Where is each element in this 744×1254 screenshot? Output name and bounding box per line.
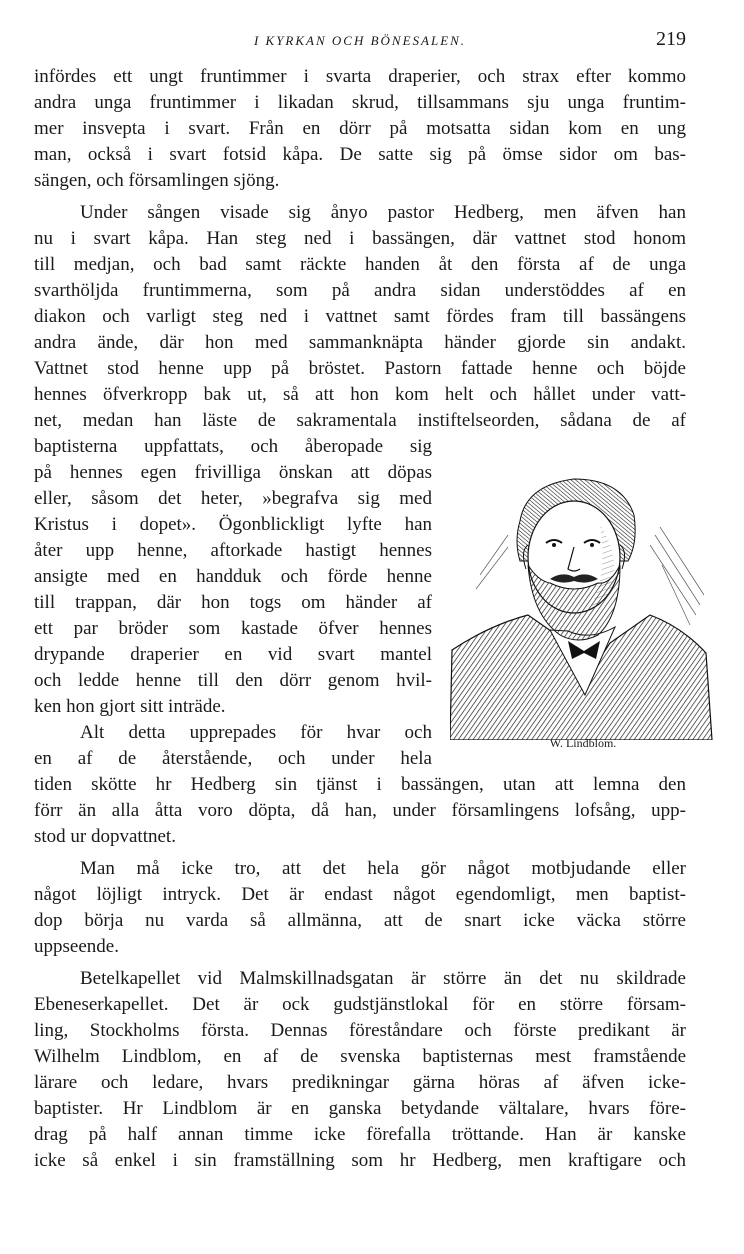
text-line: nu i svart kåpa. Han steg ned i bassängen, där vattnet stod honom [34,228,686,249]
text-line: drag på half annan timme icke förefalla tröttande. Han är kanske [34,1124,686,1145]
text-line: infördes ett ungt fruntimmer i svarta draperier, och strax efter kommo [34,66,686,87]
text-line: mer insvepta i svart. Från en dörr på motsatta sidan kom en ung [34,118,686,139]
text-line: man, också i svart fotsid kåpa. De satte sig på ömse sidor om bas- [34,144,686,165]
text-line: uppseende. [34,936,119,957]
text-line: svarthöljda fruntimmerna, som på andra sidan understöddes af en [34,280,686,301]
text-line: lärare och ledare, hvars predikningar gärna höras af äfven icke- [34,1072,686,1093]
running-title: I KYRKAN OCH BÖNESALEN. [253,33,467,48]
text-line: icke så enkel i sin framställning som hr Hedberg, men kraftigare och [34,1150,686,1171]
text-line: andra ände, där hon med sammanknäpta händer gjorde sin andakt. [34,332,686,353]
text-line: ansigte med en handduk och förde henne [34,566,432,587]
text-line: sängen, och församlingen sjöng. [34,170,280,191]
text-line: tiden skötte hr Hedberg sin tjänst i bassängen, utan att lemna den [34,774,686,795]
text-line: Kristus i dopet». Ögonblickligt lyfte han [34,514,432,535]
text-line: till trappan, där hon togs om händer af [34,592,432,613]
text-line: hennes öfverkropp bak ut, så att hon kom helt och hållet under vatt- [34,384,686,405]
text-line: baptisterna uppfattats, och åberopade sig [34,436,432,457]
text-line: förr än alla åtta voro döpta, då han, under församlingens lofsång, upp- [34,800,686,821]
text-line: Wilhelm Lindblom, en af de svenska baptisternas mest framstående [34,1046,686,1067]
text-line: till medjan, och bad samt räckte handen åt den första af de unga [34,254,686,275]
text-line: andra unga fruntimmer i likadan skrud, tillsammans sju unga fruntim- [34,92,686,113]
text-line: Vattnet stod henne upp på bröstet. Pastorn fattade henne och böjde [34,358,686,379]
text-line: stod ur dopvattnet. [34,826,176,847]
portrait-illustration [450,465,716,740]
text-line: ling, Stockholms första. Dennas föreståndare och förste predikant är [34,1020,686,1041]
text-line: på hennes egen frivilliga önskan att döpas [34,462,432,483]
text-line: ett par bröder som kastade öfver hennes [34,618,432,639]
text-line: åter upp henne, aftorkade hastigt hennes [34,540,432,561]
portrait-figure [450,465,716,740]
text-line: och ledde henne till den dörr genom hvil- [34,670,432,691]
text-line: Betelkapellet vid Malmskillnadsgatan är större än det nu skildrade [80,968,686,989]
text-line: baptister. Hr Lindblom är en ganska betydande vältalare, hvars före- [34,1098,686,1119]
text-line: diakon och varligt steg ned i vattnet samt fördes fram till bassängens [34,306,686,327]
text-line: Man må icke tro, att det hela gör något motbjudande eller [80,858,686,879]
text-line: net, medan han läste de sakramentala instiftelseorden, sådana de af [34,410,686,431]
text-line: drypande draperier en vid svart mantel [34,644,432,665]
text-line: dop börja nu varda så allmänna, att de snart icke väcka större [34,910,686,931]
page-header [34,28,686,54]
page-number: 219 [656,28,686,50]
text-line: Under sången visade sig ånyo pastor Hedberg, men äfven han [80,202,686,223]
text-line: eller, såsom det heter, »begrafva sig med [34,488,432,509]
text-line: något löjligt intryck. Det är endast något egendomligt, men baptist- [34,884,686,905]
figure-caption: W. Lindblom. [549,736,617,750]
text-line: Alt detta upprepades för hvar och [80,722,432,743]
text-line: en af de återstående, och under hela [34,748,432,769]
text-line: ken hon gjort sitt inträde. [34,696,226,717]
text-line: Ebeneserkapellet. Det är ock gudstjänstlokal för en större försam- [34,994,686,1015]
